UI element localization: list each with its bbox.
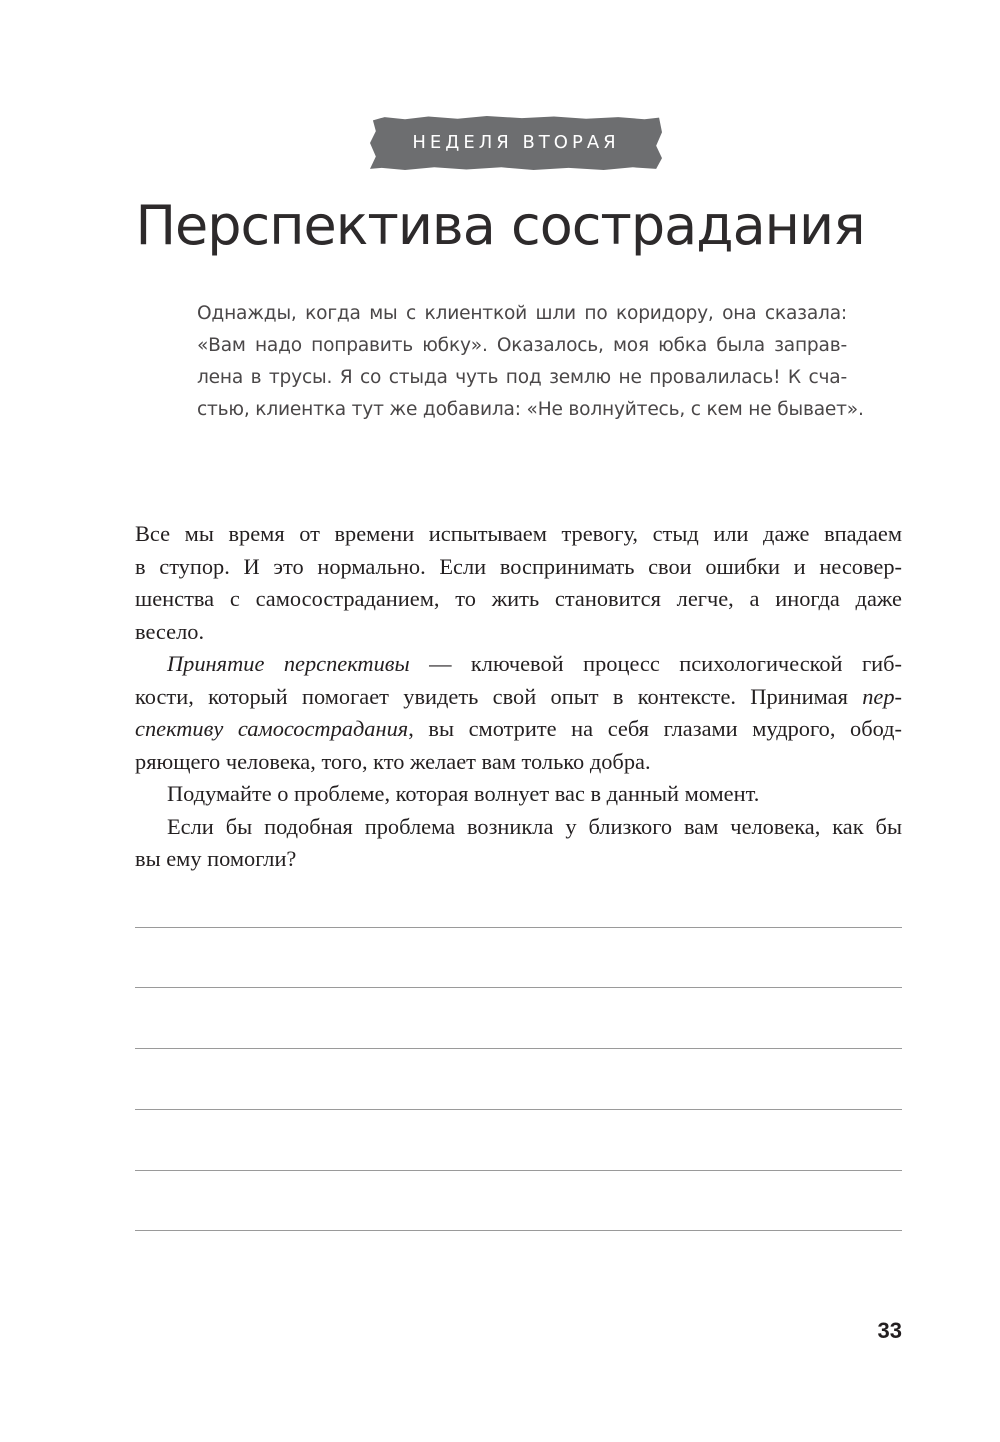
epigraph-line: стью, клиентка тут же добавила: «Не волнуйтесь, с кем не бывает». bbox=[197, 399, 864, 420]
italic-term: спективу самосострадания bbox=[135, 716, 409, 741]
epigraph-line: лена в трусы. Я со стыда чуть под землю не провалилась! К сча- bbox=[197, 367, 847, 388]
paragraph-line: Подумайте о проблеме, которая волнует вас в данный момент. bbox=[167, 781, 760, 806]
paragraph-line: Все мы время от времени испытываем тревогу, стыд или даже впадаем bbox=[135, 521, 902, 546]
paragraph-line: в ступор. И это нормально. Если воспринимать свои ошибки и несовер- bbox=[135, 553, 902, 579]
epigraph-line: Однажды, когда мы с клиенткой шли по коридору, она сказала: bbox=[197, 303, 847, 324]
paragraph-line: ряющего человека, того, кто желает вам только добра. bbox=[135, 748, 651, 774]
paragraph-line bbox=[135, 648, 902, 681]
italic-term: пер- bbox=[862, 683, 902, 709]
week-label: НЕДЕЛЯ ВТОРАЯ bbox=[412, 132, 620, 153]
paragraph-text: кости, который помогает увидеть свой опыт в контексте. Принимая bbox=[135, 683, 863, 709]
writing-area[interactable] bbox=[135, 927, 902, 1232]
chapter-title: Перспектива сострадания bbox=[135, 194, 865, 257]
epigraph bbox=[197, 298, 864, 426]
paragraph-line bbox=[135, 681, 902, 714]
writing-line[interactable] bbox=[135, 1170, 902, 1171]
writing-line[interactable] bbox=[135, 927, 902, 928]
italic-term: Принятие перспективы bbox=[167, 651, 410, 676]
paragraph-line bbox=[135, 713, 902, 746]
paragraph-text: , вы смотрите на себя глазами мудрого, обод- bbox=[408, 716, 902, 741]
paragraph-text: — ключевой процесс психологической гиб- bbox=[409, 651, 902, 676]
paragraph-line: весело. bbox=[135, 618, 205, 644]
writing-line[interactable] bbox=[135, 987, 902, 988]
body-text bbox=[135, 518, 902, 876]
writing-line[interactable] bbox=[135, 1109, 902, 1110]
writing-line[interactable] bbox=[135, 1048, 902, 1049]
paragraph-line: вы ему помогли? bbox=[135, 846, 297, 871]
page-number: 33 bbox=[877, 1318, 902, 1343]
paragraph-line: Если бы подобная проблема возникла у близкого вам человека, как бы bbox=[167, 813, 902, 839]
epigraph-line: «Вам надо поправить юбку». Оказалось, моя юбка была заправ- bbox=[197, 335, 847, 356]
paragraph-line: шенства с самосостраданием, то жить становится легче, а иногда даже bbox=[135, 586, 902, 611]
writing-line[interactable] bbox=[135, 1230, 902, 1231]
